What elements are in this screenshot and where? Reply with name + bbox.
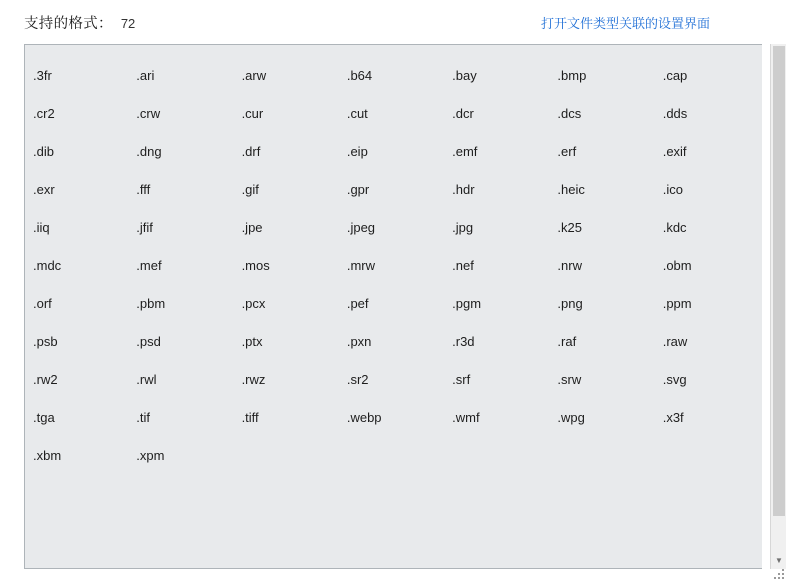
format-item: .3fr <box>33 68 52 83</box>
format-item: .mrw <box>346 258 376 273</box>
format-item: .dcr <box>452 106 474 121</box>
format-item: .dcs <box>557 106 582 121</box>
format-item: .cap <box>662 68 688 83</box>
format-item: .dng <box>136 144 162 159</box>
format-item: .mos <box>241 258 270 273</box>
format-item: .emf <box>452 144 478 159</box>
format-item: .rw2 <box>33 372 58 387</box>
format-item: .xpm <box>136 448 165 463</box>
format-item: .fff <box>136 182 151 197</box>
format-item: .exr <box>33 182 55 197</box>
format-item: .orf <box>33 296 52 311</box>
format-item: .drf <box>241 144 261 159</box>
format-item: .wmf <box>452 410 480 425</box>
format-item: .gif <box>241 182 259 197</box>
format-item: .pbm <box>136 296 166 311</box>
header-left-group <box>24 12 135 33</box>
scroll-down-arrow-icon[interactable]: ▼ <box>775 556 783 565</box>
format-item: .pgm <box>452 296 482 311</box>
format-count: 72 <box>120 15 136 31</box>
format-item: .xbm <box>33 448 62 463</box>
format-item: .bmp <box>557 68 587 83</box>
open-file-association-settings-link[interactable]: 打开文件类型关联的设置界面 <box>540 15 710 31</box>
format-item: .svg <box>662 372 687 387</box>
format-item: .rwl <box>136 372 157 387</box>
format-item: .heic <box>557 182 585 197</box>
format-item: .srw <box>557 372 582 387</box>
format-item: .kdc <box>662 220 687 235</box>
format-item: .tga <box>33 410 55 425</box>
format-item: .x3f <box>662 410 684 425</box>
resize-grip-icon[interactable] <box>772 567 784 579</box>
scrollbar-thumb[interactable] <box>773 46 785 516</box>
format-item: .tif <box>136 410 151 425</box>
format-item: .png <box>557 296 583 311</box>
format-item: .hdr <box>452 182 475 197</box>
format-item: .bay <box>452 68 477 83</box>
format-item: .raw <box>662 334 688 349</box>
vertical-scrollbar[interactable] <box>770 44 786 569</box>
format-item: .pcx <box>241 296 266 311</box>
format-item: .jfif <box>136 220 153 235</box>
format-item: .raf <box>557 334 577 349</box>
format-item: .iiq <box>33 220 50 235</box>
format-item: .eip <box>346 144 368 159</box>
format-item: .cr2 <box>33 106 55 121</box>
format-item: .psb <box>33 334 58 349</box>
format-item: .webp <box>346 410 382 425</box>
format-item: .jpe <box>241 220 263 235</box>
header-bar <box>0 0 786 44</box>
format-item: .b64 <box>346 68 373 83</box>
formats-grid <box>25 45 762 475</box>
format-item: .mef <box>136 258 162 273</box>
format-item: .psd <box>136 334 161 349</box>
format-item: .jpeg <box>346 220 376 235</box>
format-item: .ptx <box>241 334 263 349</box>
format-item: .r3d <box>452 334 475 349</box>
format-item: .tiff <box>241 410 259 425</box>
format-item: .pxn <box>346 334 372 349</box>
formats-panel <box>24 44 762 569</box>
format-item: .jpg <box>452 220 474 235</box>
format-item: .dds <box>662 106 688 121</box>
format-item: .exif <box>662 144 687 159</box>
format-item: .pef <box>346 296 369 311</box>
format-item: .cut <box>346 106 368 121</box>
page-title: 支持的格式： <box>24 15 113 32</box>
format-item: .dib <box>33 144 54 159</box>
format-item: .rwz <box>241 372 266 387</box>
format-item: .nrw <box>557 258 582 273</box>
format-item: .crw <box>136 106 161 121</box>
format-item: .arw <box>241 68 267 83</box>
format-item: .ico <box>662 182 683 197</box>
format-item: .obm <box>662 258 692 273</box>
format-item: .wpg <box>557 410 585 425</box>
format-item: .srf <box>452 372 471 387</box>
format-item: .erf <box>557 144 577 159</box>
format-item: .cur <box>241 106 264 121</box>
format-item: .nef <box>452 258 474 273</box>
format-item: .mdc <box>33 258 62 273</box>
format-item: .gpr <box>346 182 370 197</box>
format-item: .k25 <box>557 220 582 235</box>
format-item: .ppm <box>662 296 692 311</box>
format-item: .sr2 <box>346 372 369 387</box>
format-item: .ari <box>136 68 155 83</box>
